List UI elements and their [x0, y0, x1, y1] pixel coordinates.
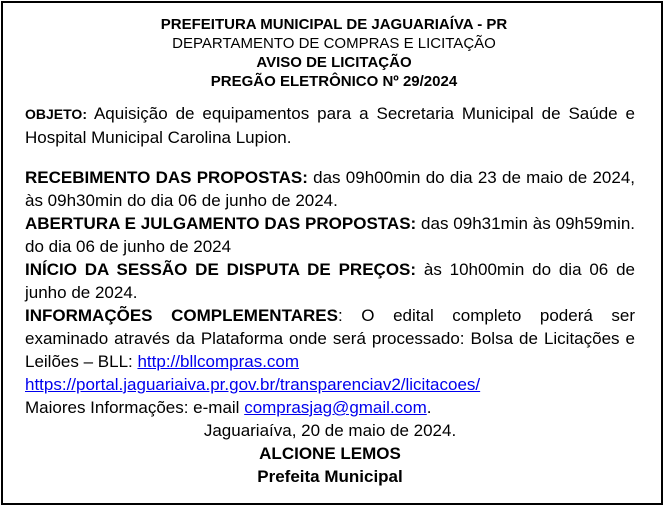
email-link[interactable]: comprasjag@gmail.com [244, 398, 427, 417]
signer-name: ALCIONE LEMOS [259, 444, 401, 463]
opening-paragraph [25, 212, 635, 258]
auction-number: PREGÃO ELETRÔNICO Nº 29/2024 [210, 73, 458, 90]
proposals-receipt-label: RECEBIMENTO DAS PROPOSTAS: [25, 168, 308, 187]
portal-link[interactable]: https://portal.jaguariaiva.pr.gov.br/transparenciav2/licitacoes/ [25, 375, 481, 394]
municipality-title: PREFEITURA MUNICIPAL DE JAGUARIAÍVA - PR [160, 16, 508, 33]
contact-suffix: . [426, 398, 432, 417]
place-date: Jaguariaíva, 20 de maio de 2024. [203, 421, 457, 440]
proposals-receipt-text: das 09h00min do dia 23 de maio de 2024, às 09h30min do dia 06 de junho de 2024. [25, 168, 636, 210]
session-start-paragraph [25, 258, 635, 304]
contact-prefix: Maiores Informações: e-mail [25, 398, 245, 417]
portal-link-line [25, 373, 635, 396]
object-paragraph [25, 102, 635, 149]
session-start-label: INÍCIO DA SESSÃO DE DISPUTA DE PREÇOS: [25, 260, 417, 279]
opening-text: das 09h31min às 09h59min. do dia 06 de junho de 2024 [25, 214, 635, 256]
opening-label: ABERTURA E JULGAMENTO DAS PROPOSTAS: [25, 214, 417, 233]
object-label: OBJETO: [25, 106, 87, 122]
bll-link[interactable]: http://bllcompras.com [137, 352, 300, 371]
proposals-receipt-paragraph [25, 166, 635, 212]
notice-frame [1, 1, 663, 505]
department-title: DEPARTAMENTO DE COMPRAS E LICITAÇÃO [172, 35, 496, 52]
object-text: Aquisição de equipamentos para a Secretaria Municipal de Saúde e Hospital Municipal Carolina Lupion. [25, 104, 635, 147]
notice-header [25, 15, 635, 91]
additional-info-text: : O edital completo poderá ser examinado através da Plataforma onde será processado: Bolsa de Licitações e Leilões – BLL: [25, 306, 636, 371]
notice-type: AVISO DE LICITAÇÃO [256, 54, 412, 71]
signer-title: Prefeita Municipal [257, 467, 403, 486]
additional-info-paragraph [25, 304, 635, 373]
additional-info-label: INFORMAÇÕES COMPLEMENTARES [25, 306, 338, 325]
contact-line [25, 396, 635, 419]
session-start-text: às 10h00min do dia 06 de junho de 2024. [25, 260, 635, 302]
